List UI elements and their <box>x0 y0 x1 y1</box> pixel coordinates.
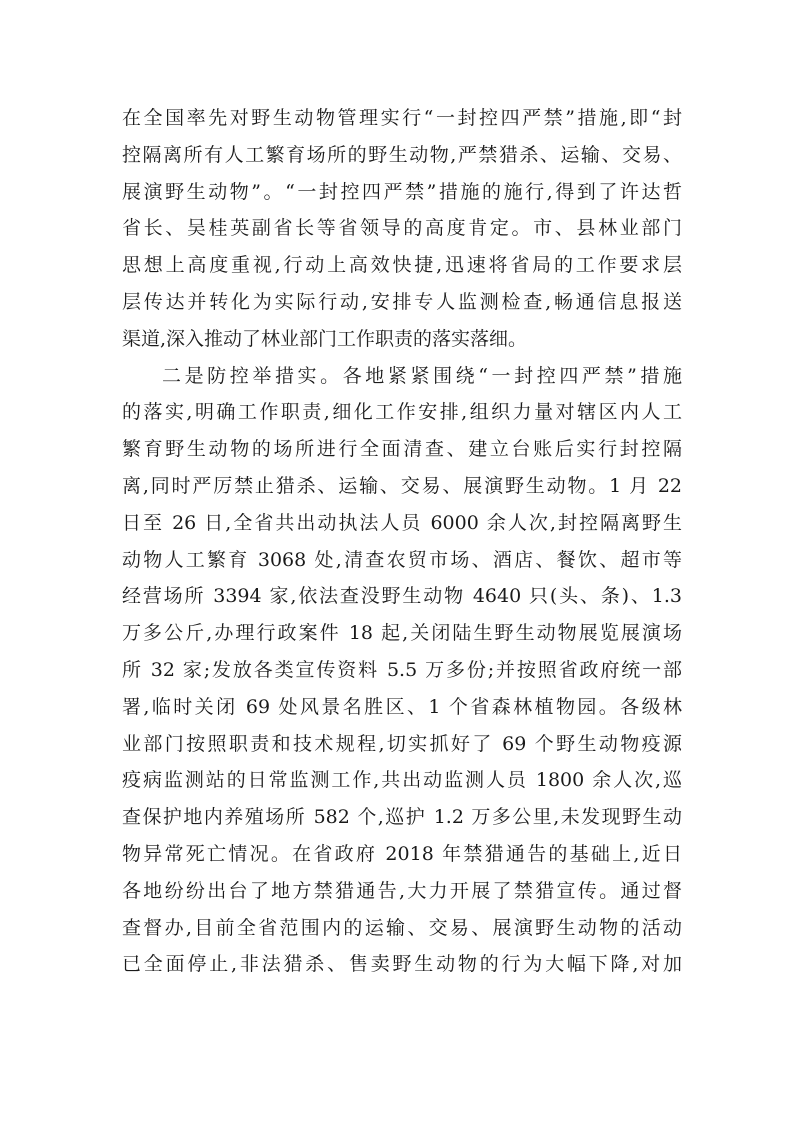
text-line: 万多公斤,办理行政案件 18 起,关闭陆生野生动物展览展演场 <box>122 622 682 645</box>
paragraph-2 <box>122 358 682 984</box>
text-line: 的落实,明确工作职责,细化工作安排,组织力量对辖区内人工 <box>122 401 682 424</box>
text-line: 业部门按照职责和技术规程,切实抓好了 69 个野生动物疫源 <box>122 732 682 755</box>
text-line: 署,临时关闭 69 处风景名胜区、1 个省森林植物园。各级林 <box>122 695 682 718</box>
paragraph-1 <box>122 100 682 358</box>
text-line: 物异常死亡情况。在省政府 2018 年禁猎通告的基础上,近日 <box>122 842 682 865</box>
text-line: 经营场所 3394 家,依法查没野生动物 4640 只(头、条)、1.3 <box>122 585 682 608</box>
text-line: 控隔离所有人工繁育场所的野生动物,严禁猎杀、运输、交易、 <box>122 143 682 166</box>
text-line: 离,同时严厉禁止猎杀、运输、交易、展演野生动物。1 月 22 <box>122 474 682 497</box>
text-line: 查督办,目前全省范围内的运输、交易、展演野生动物的活动 <box>122 916 682 939</box>
text-line: 思想上高度重视,行动上高效快捷,迅速将省局的工作要求层 <box>122 254 682 277</box>
text-line: 所 32 家;发放各类宣传资料 5.5 万多份;并按照省政府统一部 <box>122 658 682 681</box>
text-line: 二是防控举措实。各地紧紧围绕“一封控四严禁”措施 <box>162 364 682 387</box>
text-line: 疫病监测站的日常监测工作,共出动监测人员 1800 余人次,巡 <box>122 769 682 792</box>
text-line: 渠道,深入推动了林业部门工作职责的落实落细。 <box>122 327 528 350</box>
text-line: 繁育野生动物的场所进行全面清查、建立台账后实行封控隔 <box>122 438 682 461</box>
text-line: 省长、吴桂英副省长等省领导的高度肯定。市、县林业部门 <box>122 217 682 240</box>
text-line: 展演野生动物”。“一封控四严禁”措施的施行,得到了许达哲 <box>122 180 682 203</box>
text-line: 层传达并转化为实际行动,安排专人监测检查,畅通信息报送 <box>122 290 682 313</box>
text-line: 动物人工繁育 3068 处,清查农贸市场、酒店、餐饮、超市等 <box>122 548 682 571</box>
document-body <box>122 100 682 983</box>
text-line: 各地纷纷出台了地方禁猎通告,大力开展了禁猎宣传。通过督 <box>122 879 682 902</box>
text-line: 查保护地内养殖场所 582 个,巡护 1.2 万多公里,未发现野生动 <box>122 806 682 829</box>
text-line: 已全面停止,非法猎杀、售卖野生动物的行为大幅下降,对加 <box>122 953 682 976</box>
text-line: 在全国率先对野生动物管理实行“一封控四严禁”措施,即“封 <box>122 107 682 129</box>
text-line: 日至 26 日,全省共出动执法人员 6000 余人次,封控隔离野生 <box>122 511 682 534</box>
